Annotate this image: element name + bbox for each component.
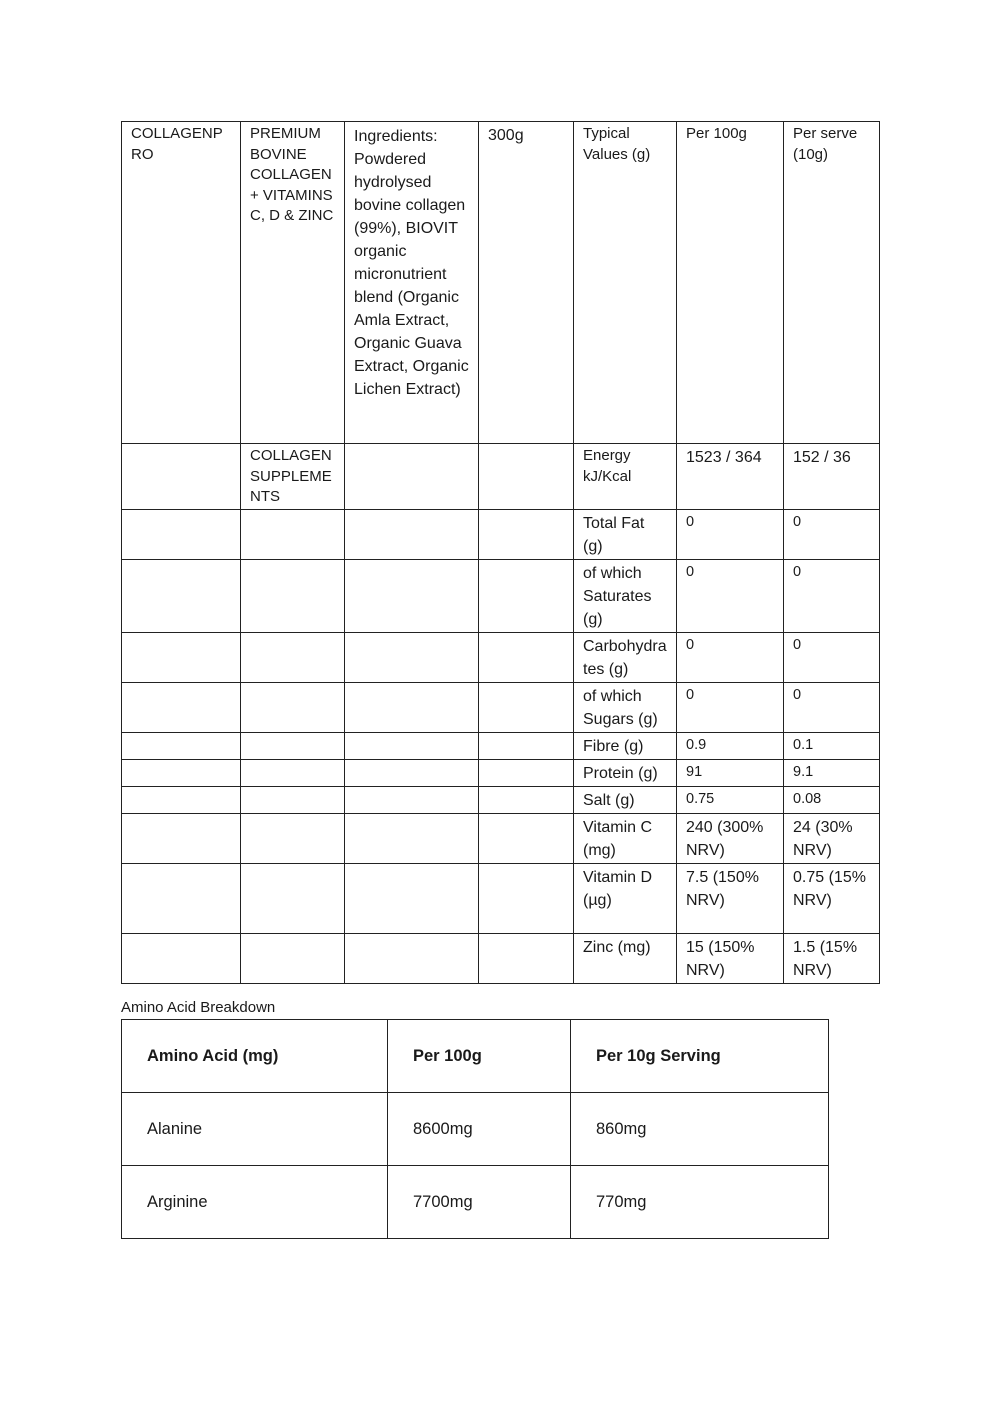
per-serve-value: 0.08 [784,786,880,813]
table-row [122,759,880,786]
table-row [122,682,880,732]
per-100g-value: 0.9 [677,732,784,759]
nutrient-label: Fibre (g) [574,732,677,759]
per-serving-value: 770mg [571,1166,829,1239]
table-row [122,933,880,983]
nutrient-label: Salt (g) [574,786,677,813]
nutrient-label: Protein (g) [574,759,677,786]
amino-acid-name: Arginine [122,1166,388,1239]
per-serve-value: 0.1 [784,732,880,759]
per-serve-value: 24 (30% NRV) [784,813,880,863]
table-row [122,786,880,813]
nutrient-label: of which Sugars (g) [574,682,677,732]
nutrition-table [121,121,880,984]
nutrient-label: of which Saturates (g) [574,559,677,632]
per-serve-value: 9.1 [784,759,880,786]
per-serve-value: 0 [784,682,880,732]
per-serve-value: 0 [784,559,880,632]
per-serve-header: Per serve (10g) [784,122,880,444]
per-100g-value: 0.75 [677,786,784,813]
per-serve-value: 152 / 36 [784,444,880,510]
typical-values-header: Typical Values (g) [574,122,677,444]
per-100g-header: Per 100g [677,122,784,444]
nutrient-label: Carbohydrates (g) [574,632,677,682]
nutrient-label: Energy kJ/Kcal [574,444,677,510]
table-header-row [122,1020,829,1093]
table-row [122,813,880,863]
table-row [122,122,880,444]
per-100g-value: 15 (150% NRV) [677,933,784,983]
per-100g-value: 240 (300% NRV) [677,813,784,863]
table-row [122,509,880,559]
product-category: COLLAGEN SUPPLEMENTS [241,444,345,510]
table-row [122,732,880,759]
per-100g-value: 7700mg [388,1166,571,1239]
per-100g-value: 7.5 (150% NRV) [677,863,784,933]
per-serve-value: 0.75 (15% NRV) [784,863,880,933]
per-serving-value: 860mg [571,1093,829,1166]
nutrient-label: Vitamin D (µg) [574,863,677,933]
ingredients: Ingredients: Powdered hydrolysed bovine collagen (99%), BIOVIT organic micronutrient blend (Organic Amla Extract, Organic Guava Extract, Organic Lichen Extract) [345,122,479,444]
product-name: PREMIUM BOVINE COLLAGEN + VITAMINS C, D & ZINC [241,122,345,444]
table-row [122,863,880,933]
per-100g-value: 1523 / 364 [677,444,784,510]
per-100g-value: 0 [677,632,784,682]
table-row [122,1093,829,1166]
table-row [122,1166,829,1239]
column-header: Per 10g Serving [571,1020,829,1093]
nutrient-label: Vitamin C (mg) [574,813,677,863]
column-header: Amino Acid (mg) [122,1020,388,1093]
amino-acid-table [121,1019,829,1239]
per-100g-value: 91 [677,759,784,786]
pack-size: 300g [479,122,574,444]
amino-acid-title: Amino Acid Breakdown [121,999,276,1016]
per-100g-value: 8600mg [388,1093,571,1166]
nutrient-label: Total Fat (g) [574,509,677,559]
per-serve-value: 1.5 (15% NRV) [784,933,880,983]
per-serve-value: 0 [784,509,880,559]
table-row [122,559,880,632]
nutrient-label: Zinc (mg) [574,933,677,983]
per-serve-value: 0 [784,632,880,682]
table-row [122,444,880,510]
per-100g-value: 0 [677,559,784,632]
per-100g-value: 0 [677,682,784,732]
table-row [122,632,880,682]
product-code: COLLAGENPRO [122,122,241,444]
column-header: Per 100g [388,1020,571,1093]
amino-acid-name: Alanine [122,1093,388,1166]
per-100g-value: 0 [677,509,784,559]
